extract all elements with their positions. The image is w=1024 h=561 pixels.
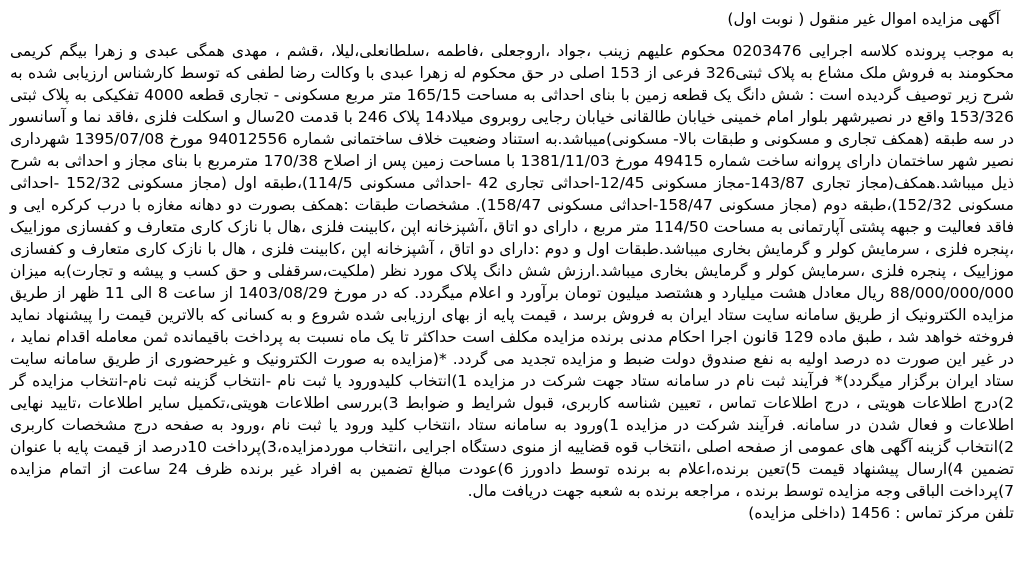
notice-title: آگهی مزایده اموال غیر منقول ( نوبت اول): [727, 10, 1000, 28]
contact-phone: تلفن مرکز تماس : 1456 (داخلی مزایده): [748, 504, 1014, 522]
notice-body: به موجب پرونده کلاسه اجرایی 0203476 محکوم علیهم زینب ،جواد ،اروجعلی ،فاطمه ،سلطانعلی،لیلا، ،قشم ، مهدی همگی عبدی و زهرا بیگم کریمی محکومند به فروش ملک مشاع به پلاک ثبتی326 فرعی از 153 اصلی در حق محکوم له زهرا عبدی با وکالت رضا لطفی که توسط کارشناس ارزیابی شده به شرح زیر توصیف گردیده است : شش دانگ یک قطعه زمین با بنای احداثی به مساحت 165/15 متر مربع مسکونی - تجاری قطعه 4000 تفکیکی به پلاک ثبتی 153/326 واقع در نصیرشهر بلوار امام خمینی خیابان طالقانی خیابان رجایی روبروی میلاد14 پلاک 246 با قدمت 20سال و اسکلت فلزی ،فاقد نما و آسانسور در سه طبقه (همکف تجاری و مسکونی و طبقات بالا- مسکونی)میباشد.به استناد وضعیت خلاف ساختمانی شماره 94012556 مورخ 1395/07/08 شهرداری نصیر شهر ساختمان دارای پروانه ساخت شماره 49415 مورخ 1381/11/03 با مساحت زمین پس از اصلاح 170/38 مترمربع با بنای مجاز و احداثی به شرح ذیل میباشد.همکف(مجاز تجاری 143/87-مجاز مسکونی 12/45-احداثی تجاری 42 -احداثی مسکونی 114/5)،طبقه اول (مجاز مسکونی 152/32 -احداثی مسکونی 152/32)،طبقه دوم (مجاز مسکونی 158/47-احداثی مسکونی 158/47). مشخصات طبقات :همکف بصورت دو دهانه مغازه با درب کرکره ایی و فاقد فعالیت و جبهه پشتی آپارتمانی به مساحت 114/50 متر مربع ، دارای دو اتاق ،آشپزخانه اپن ،کابینت فلزی ،هال با نازک کاری متعارف و کفسازی موزاییک ،پنجره فلزی ، سرمایش کولر و گرمایش بخاری میباشد.طبقات اول و دوم :دارای دو اتاق ، آشپزخانه اپن ،کابینت فلزی ، هال با نازک کاری متعارف و کفسازی موزاییک ، پنجره فلزی ،سرمایش کولر و گرمایش بخاری میباشد.ارزش شش دانگ پلاک مورد نظر (ملکیت،سرقفلی و حق کسب و پیشه و تجارت)به میزان 88/000/000/000 ریال معادل هشت میلیارد و هشتصد میلیون تومان برآورد و اعلام میگردد. که در مورخ 1403/08/29 از ساعت 8 الی 11 ظهر از طریق مزایده الکترونیک از طریق سامانه سایت ستاد ایران به فروش برسد ، قیمت پایه از بهای ارزیابی شده شروع و به کسانی که بالاترین قیمت را پیشنهاد نماید فروخته خواهد شد ، طبق ماده 129 قانون اجرا احکام مدنی برنده مزایده مکلف است حداکثر تا یک ماه نسبت به پرداخت باقیمانده ثمن معامله اقدام نماید ، در غیر این صورت ده درصد اولیه به نفع صندوق دولت ضبط و مزایده تجدید می گردد. *(مزایده به صورت الکترونیک و غیرحضوری از طریق سامانه سایت ستاد ایران برگزار میگردد)* فرآیند ثبت نام در سامانه ستاد جهت شرکت در مزایده 1)انتخاب کلیدورود یا ثبت نام -انتخاب گزینه ثبت نام-انتخاب مزایده گر 2)درج اطلاعات هویتی ، درج اطلاعات تماس ، تعیین شناسه کاربری، قبول شرایط و ضوابط 3)بررسی اطلاعات هویتی،تکمیل سایر اطلاعات ،تایید نهایی اطلاعات و فعال شدن در سامانه. فرآیند شرکت در مزایده 1)ورود به سامانه ستاد ،انتخاب کلید ورود یا ثبت نام ،ورود به صفحه درج مشخصات کاربری 2)انتخاب گزینه آگهی های عمومی از صفحه اصلی ،انتخاب قوه قضاییه از منوی دستگاه اجرایی ،انتخاب موردمزایده،3)پرداخت 10درصد از قیمت پایه با عنوان تضمین 4)ارسال پیشنهاد قیمت 5)تعین برنده،اعلام به برنده توسط دادورز 6)عودت مبالغ تضمین به افراد غیر برنده ظرف 24 ساعت از اتمام مزایده 7)پرداخت الباقی وجه مزایده توسط برنده ، مراجعه برنده به شعبه جهت دریافت مال.: [10, 42, 1015, 500]
